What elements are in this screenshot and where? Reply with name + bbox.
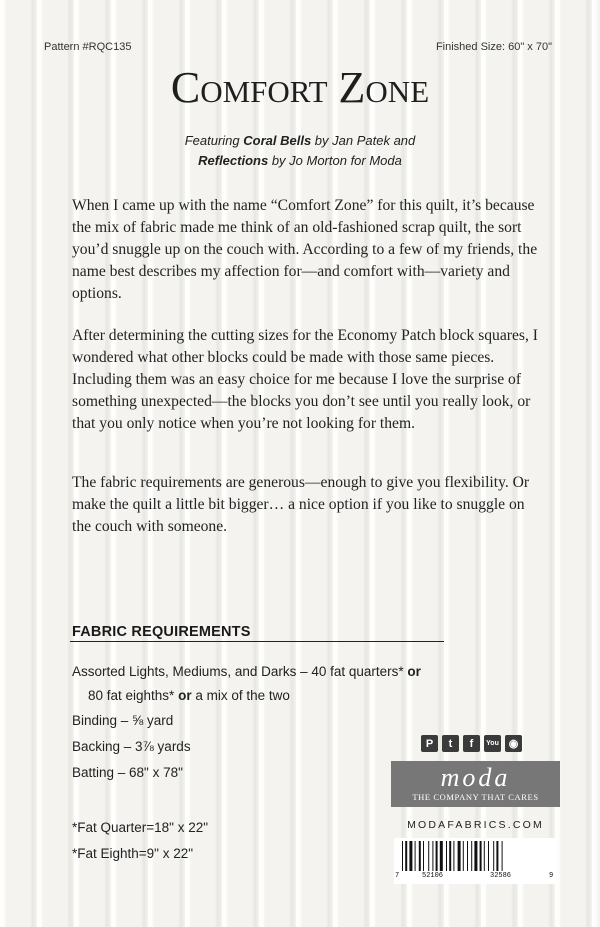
facebook-icon[interactable]: f: [463, 735, 480, 752]
featuring-prefix: Featuring: [184, 133, 244, 148]
barcode-digits-right: 32586: [490, 872, 512, 880]
pattern-number: Pattern #RQC135: [44, 41, 132, 53]
requirement-batting: Batting – 68" x 78": [72, 765, 183, 780]
moda-logo-box: [391, 761, 560, 807]
featuring-designer-1: by Jan Patek and: [311, 133, 416, 148]
moda-logo: moda: [440, 763, 511, 792]
barcode: [394, 838, 556, 884]
fabric-requirements-heading: FABRIC REQUIREMENTS: [72, 624, 251, 640]
requirement-assorted-text: Assorted Lights, Mediums, and Darks – 40 fat quarters*: [72, 664, 408, 679]
note-fat-quarter: *Fat Quarter=18" x 22": [72, 820, 209, 835]
page-title: Comfort Zone: [170, 63, 430, 112]
intro-paragraph-1: When I came up with the name “Comfort Zone” for this quilt, it’s because the mix of fabric made me think of an old-fashioned scrap quilt, the sort you’d snuggle up on the couch with. According to a few of my friends, the name best describes my affection for—and comfort with—variety and options.: [72, 197, 538, 302]
barcode-digits-left: 52106: [422, 872, 444, 880]
featuring-credits: [0, 131, 600, 171]
youtube-icon[interactable]: You: [484, 735, 501, 752]
moda-website[interactable]: MODAFABRICS.COM: [407, 819, 544, 831]
moda-tagline: THE COMPANY THAT CARES: [412, 792, 539, 802]
requirement-or: or: [178, 688, 192, 703]
barcode-digit-check: 9: [549, 872, 554, 880]
intro-paragraph-2: After determining the cutting sizes for the Economy Patch block squares, I wondered what other blocks could be made with those same pieces. Including them was an easy choice for me because I love the surprise of something unexpected—the blocks you don’t see until you really look, or that you only notice when you’re not looking for them.: [72, 327, 538, 432]
social-icons: [421, 735, 522, 752]
twitter-icon[interactable]: t: [442, 735, 459, 752]
note-fat-eighth: *Fat Eighth=9" x 22": [72, 846, 194, 861]
barcode-digit-lead: 7: [395, 872, 400, 880]
requirement-alt-pre: 80 fat eighths*: [88, 688, 179, 703]
requirement-binding: Binding – ⅝ yard: [72, 713, 174, 728]
fabric-line-coral-bells: Coral Bells: [243, 133, 312, 148]
heading-divider: [70, 641, 444, 642]
requirement-or: or: [407, 664, 421, 679]
barcode-bars: [400, 841, 550, 873]
requirement-assorted: [72, 664, 421, 679]
finished-size: Finished Size: 60" x 70": [435, 41, 552, 53]
requirement-alt-post: a mix of the two: [191, 688, 290, 703]
pinterest-icon[interactable]: P: [421, 735, 438, 752]
intro-paragraph-3: The fabric requirements are generous—enough to give you flexibility. Or make the quilt a little bit bigger… a nice option if you like to snuggle on the couch with someone.: [72, 474, 530, 535]
instagram-icon[interactable]: ◉: [505, 735, 522, 752]
requirement-assorted-alt: [88, 688, 290, 703]
fabric-line-reflections: Reflections: [198, 153, 269, 168]
featuring-designer-2: by Jo Morton for Moda: [268, 153, 402, 168]
requirement-backing: Backing – 3⅞ yards: [72, 739, 191, 754]
